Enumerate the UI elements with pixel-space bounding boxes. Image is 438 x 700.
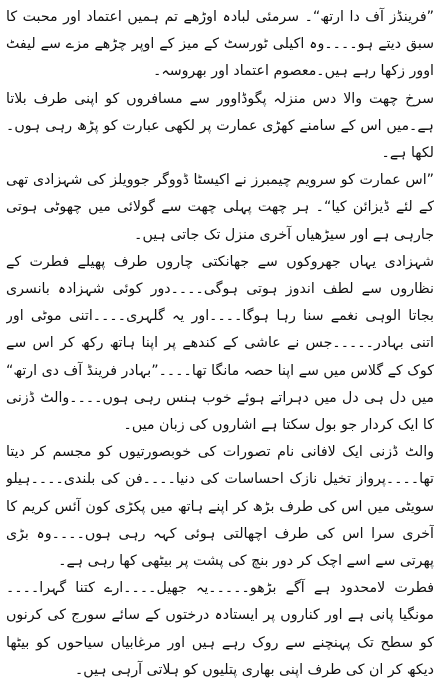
paragraph-lake: فطرت لامحدود ہے آگے بڑھو۔۔۔۔۔یہ جھیل۔۔۔۔ارے کتنا گہرا۔۔۔۔مونگیا پانی ہے اور کناروں پر ایستادہ درختوں کے سائے سورج کی کرنوں کو سطح تک پہنچنے سے روک رہے ہیں اور مرغابیاں سیاحوں کو بیٹھا دیکھ کر ان کی طرف اپنی بھاری پتلیوں کو ہلاتی آرہی ہیں۔ bbox=[6, 580, 434, 678]
paragraph-friends-of-earth: ”فرینڈز آف دا ارتھ“۔ سرمئی لبادہ اوڑھے تم ہمیں اعتماد اور محبت کا سبق دیتے ہو۔۔۔۔وہ اکیلی ٹورسٹ کے میز کے اوپر چڑھے مزے سے لیفٹ اوور زکھا رہے ہیں۔معصوم اعتماد اور بھروسہ۔ bbox=[6, 9, 434, 80]
paragraph-walt-disney: والٹ ڈزنی ایک لافانی نام تصورات کی خوبصورتیوں کو مجسم کر دیتا تھا۔۔۔۔پرواز تخیل نازک احساسات کی دنیا۔۔۔۔فن کی بلندی۔۔۔۔ہیلو سویٹی میں اس کی طرف بڑھ کر اپنے ہاتھ میں پکڑی کون آئس کریم کا آخری سرا اس کی طرف اچھالتی ہوئی کہہ رہی ہوں۔۔۔۔وہ بڑی پھرتی سے اسے اچک کر دور بنچ کی پشت پر بیٹھی کھا رہی ہے۔ bbox=[6, 444, 434, 570]
paragraph-pagoda: سرخ چھت والا دس منزلہ پگوڈاوور سے مسافروں کو اپنی طرف بلاتا ہے۔میں اس کے سامنے کھڑی عمارت پر لکھی عبارت کو پڑھ رہی ہوں۔لکھا ہے۔ bbox=[6, 90, 434, 162]
paragraph-princess-squirrel: شہزادی یہاں جھروکوں سے جھانکتی چاروں طرف پھیلے فطرت کے نظاروں سے لطف اندوز ہوتی ہوگی۔۔۔۔دور کوئی شہزادہ بانسری بجاتا الوہی نغمے سنا رہا ہوگا۔۔۔۔اور یہ گلہری۔۔۔۔اتنی موٹی اور اتنی بہادر۔۔۔۔۔جس نے عاشی کے کندھے پر اپنا ہاتھ رکھ کر اس سے کوک کے گلاس میں سے اپنا حصہ مانگا تھا۔۔۔۔”بہادر فرینڈ آف دی ارتھ“ میں دل ہی دل میں دہراتے ہوئے خوب ہنس رہی ہوں۔۔۔۔والٹ ڈزنی کا ایک کردار جو بول سکتا ہے اشاروں کی زبان میں۔ bbox=[6, 253, 434, 434]
article-page bbox=[6, 4, 434, 698]
paragraph-building-inscription: ”اس عمارت کو سرویم چیمبرز نے اکیسٹا ڈووگر جوویلز کی شہزادی تھی کے لئے ڈیزائن کیا“۔ ہر چھت پہلی چھت سے گولائی میں چھوٹی ہوتی جارہی ہے اور سیڑھیاں آخری منزل تک جاتی ہیں۔ bbox=[6, 172, 434, 243]
